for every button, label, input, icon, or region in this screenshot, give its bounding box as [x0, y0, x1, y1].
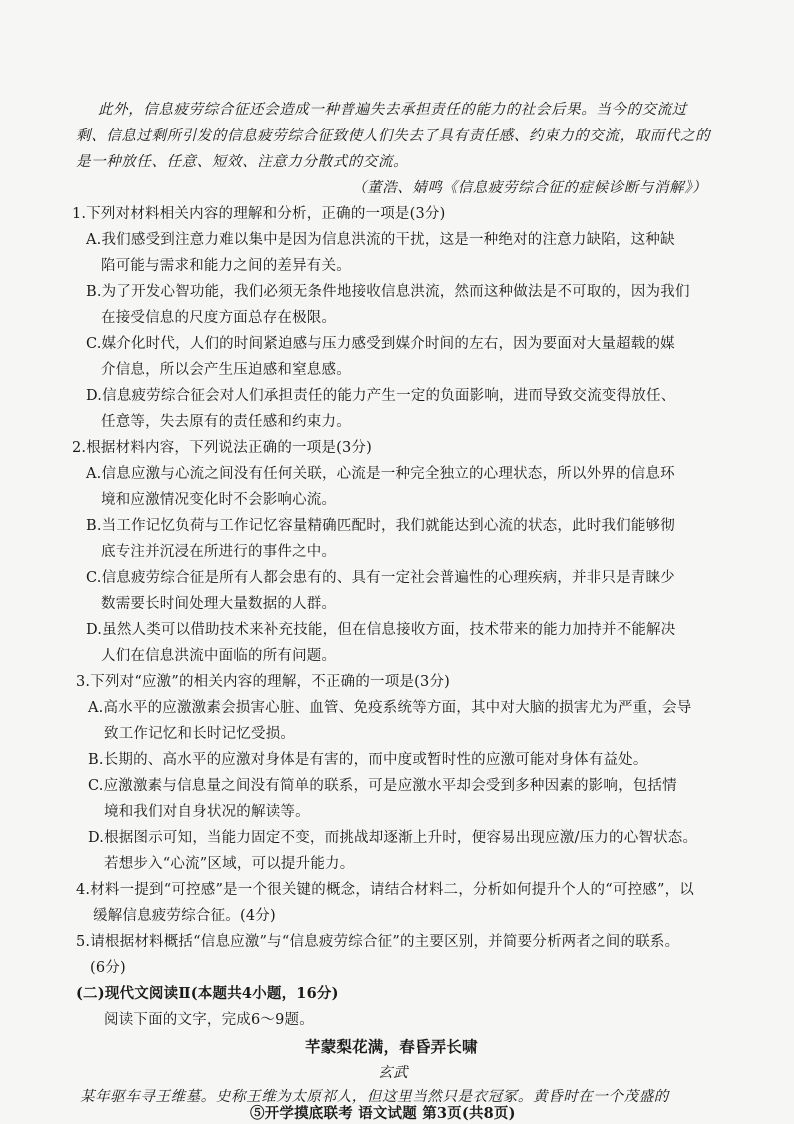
q3-option-d-line-1: D.根据图示可知，当能力固定不变，而挑战却逐渐上升时，便容易出现应激/压力的心智状态。 — [88, 830, 698, 846]
q1-option-c-line-1: C.媒介化时代，人们的时间紧迫感与压力感受到媒介时间的左右，因为要面对大量超载的媒 — [86, 336, 675, 352]
q2-stem: 2.根据材料内容，下列说法正确的一项是(3分) — [72, 440, 372, 456]
article-title: 芊蒙梨花满，春昏弄长啸 — [305, 1037, 478, 1056]
q1-option-a-line-1: A.我们感受到注意力难以集中是因为信息洪流的干扰，这是一种绝对的注意力缺陷，这种缺 — [86, 232, 675, 248]
q4-line-1: 4.材料一提到“可控感”是一个很关键的概念，请结合材料二，分析如何提升个人的“可控感”，以 — [76, 882, 694, 898]
q1-option-d-line-2: 任意等，失去原有的责任感和约束力。 — [101, 414, 351, 430]
article-first-line: 某年驱车寻王维墓。史称王维为太原祁人，但这里当然只是衣冠冢。黄昏时在一个茂盛的 — [80, 1089, 669, 1105]
q2-option-d-line-2: 人们在信息洪流中面临的所有问题。 — [101, 648, 337, 664]
intro-line-3: 是一种放任、任意、短效、注意力分散式的交流。 — [76, 154, 409, 170]
intro-source: （董浩、婧鸣《信息疲劳综合征的症候诊断与消解》） — [352, 180, 708, 196]
section-2-instruction: 阅读下面的文字，完成6～9题。 — [104, 1012, 314, 1028]
q2-option-b-line-1: B.当工作记忆负荷与工作记忆容量精确匹配时，我们就能达到心流的状态，此时我们能够彻 — [86, 518, 675, 534]
q2-option-c-line-2: 数需要长时间处理大量数据的人群。 — [101, 596, 337, 612]
q5-line-2: (6分) — [90, 960, 126, 976]
q2-option-d-line-1: D.虽然人类可以借助技术来补充技能，但在信息接收方面，技术带来的能力加持并不能解决 — [86, 622, 676, 638]
section-2-heading: (二)现代文阅读Ⅱ(本题共4小题，16分) — [76, 985, 339, 1002]
q4-line-2: 缓解信息疲劳综合征。(4分) — [93, 908, 276, 924]
q1-option-d-line-1: D.信息疲劳综合征会对人们承担责任的能力产生一定的负面影响，进而导致交流变得放任、 — [86, 388, 676, 404]
q3-option-a-line-2: 致工作记忆和长时记忆受损。 — [104, 726, 296, 742]
q2-option-c-line-1: C.信息疲劳综合征是所有人都会患有的、具有一定社会普遍性的心理疾病，并非只是青睐少 — [86, 570, 675, 586]
q3-option-b: B.长期的、高水平的应激对身体是有害的，而中度或暂时性的应激可能对身体有益处。 — [88, 752, 648, 768]
q1-option-b-line-1: B.为了开发心智功能，我们必须无条件地接收信息洪流，然而这种做法是不可取的，因为我们 — [86, 284, 690, 300]
q3-option-a-line-1: A.高水平的应激激素会损害心脏、血管、免疫系统等方面，其中对大脑的损害尤为严重，会导 — [88, 700, 692, 716]
q5-line-1: 5.请根据材料概括“信息应激”与“信息疲劳综合征”的主要区别，并简要分析两者之间的联系。 — [76, 934, 680, 950]
q1-stem: 1.下列对材料相关内容的理解和分析，正确的一项是(3分) — [72, 206, 446, 222]
article-author: 玄武 — [378, 1065, 409, 1081]
intro-line-1: 此外，信息疲劳综合征还会造成一种普遍失去承担责任的能力的社会后果。当今的交流过 — [98, 102, 687, 118]
q2-option-b-line-2: 底专注并沉浸在所进行的事件之中。 — [101, 544, 337, 560]
q1-option-b-line-2: 在接受信息的尺度方面总存在极限。 — [101, 310, 337, 326]
q3-option-c-line-1: C.应激激素与信息量之间没有简单的联系，可是应激水平却会受到多种因素的影响，包括情 — [88, 778, 677, 794]
q3-stem: 3.下列对“应激”的相关内容的理解，不正确的一项是(3分) — [76, 674, 450, 690]
intro-line-2: 剩、信息过剩所引发的信息疲劳综合征致使人们失去了具有责任感、约束力的交流，取而代之的 — [76, 128, 711, 144]
q1-option-c-line-2: 介信息，所以会产生压迫感和窒息感。 — [101, 362, 351, 378]
q2-option-a-line-1: A.信息应激与心流之间没有任何关联，心流是一种完全独立的心理状态，所以外界的信息环 — [86, 466, 675, 482]
q3-option-d-line-2: 若想步入“心流”区域，可以提升能力。 — [104, 856, 355, 872]
q3-option-c-line-2: 境和我们对自身状况的解读等。 — [104, 804, 310, 820]
page-footer: ⑤开学摸底联考 语文试题 第3页(共8页) — [250, 1105, 516, 1122]
q1-option-a-line-2: 陷可能与需求和能力之间的差异有关。 — [101, 258, 351, 274]
q2-option-a-line-2: 境和应激情况变化时不会影响心流。 — [101, 492, 337, 508]
